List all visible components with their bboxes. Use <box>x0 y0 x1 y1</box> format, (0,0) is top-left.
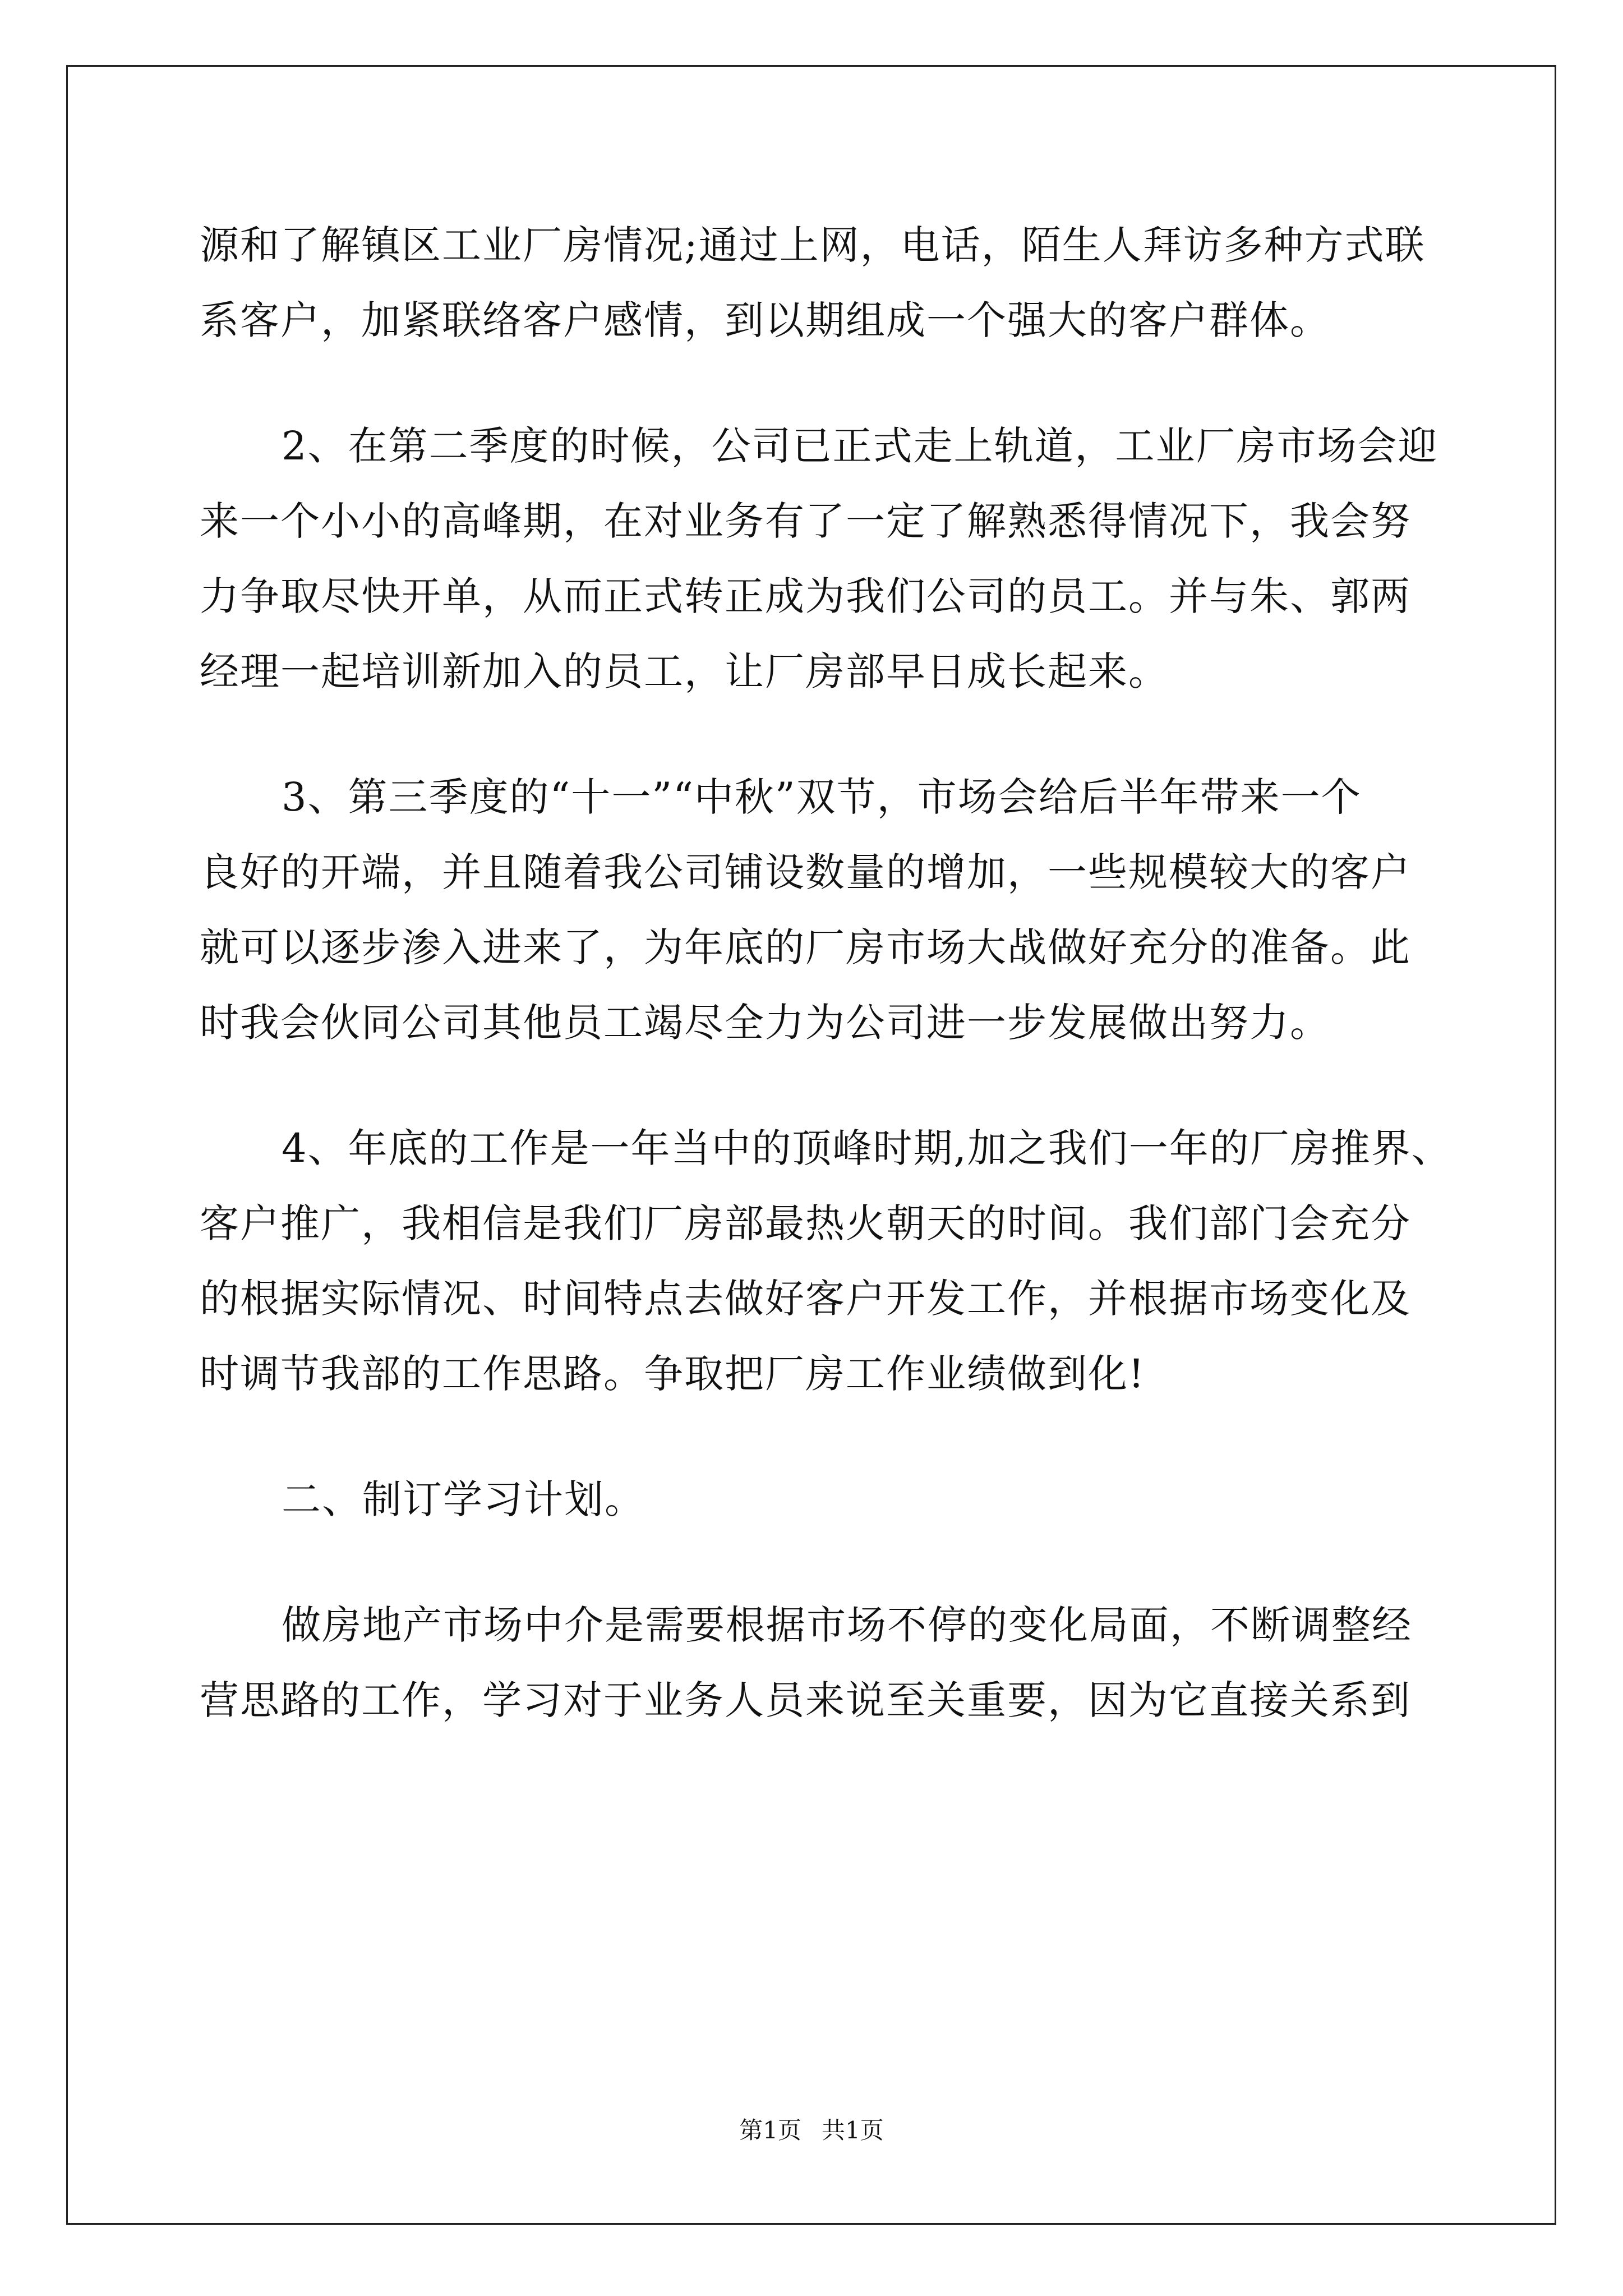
document-body <box>200 208 1452 1738</box>
text-line: 力争取尽快开单，从而正式转正成为我们公司的员工。并与朱、郭两 <box>200 573 1411 619</box>
paragraph-6 <box>200 1588 1428 1738</box>
section-heading <box>200 1462 1428 1537</box>
paragraph-3 <box>200 760 1428 1060</box>
text-line: 2、在第二季度的时候，公司已正式走上轨道，工业厂房市场会迎 <box>282 423 1438 469</box>
page-footer <box>0 2114 1623 2147</box>
page-number: 第1页 <box>739 2116 801 2144</box>
text-line: 营思路的工作，学习对于业务人员来说至关重要，因为它直接关系到 <box>200 1677 1411 1723</box>
paragraph-4 <box>200 1111 1452 1411</box>
text-line: 系客户，加紧联络客户感情，到以期组成一个强大的客户群体。 <box>200 297 1330 343</box>
text-line: 良好的开端，并且随着我公司铺设数量的增加，一些规模较大的客户 <box>200 849 1411 895</box>
total-pages: 共1页 <box>822 2116 884 2144</box>
paragraph-2 <box>200 408 1438 709</box>
text-line: 源和了解镇区工业厂房情况;通过上网，电话，陌生人拜访多种方式联 <box>200 222 1426 268</box>
heading-line: 二、制订学习计划。 <box>282 1476 645 1522</box>
text-line: 的根据实际情况、时间特点去做好客户开发工作，并根据市场变化及 <box>200 1276 1411 1322</box>
text-line: 3、第三季度的“十一”“中秋”双节，市场会给后半年带来一个 <box>282 774 1362 820</box>
text-line: 时调节我部的工作思路。争取把厂房工作业绩做到化! <box>200 1351 1146 1397</box>
text-line: 经理一起培训新加入的员工，让厂房部早日成长起来。 <box>200 648 1169 694</box>
text-line: 时我会伙同公司其他员工竭尽全力为公司进一步发展做出努力。 <box>200 1000 1330 1046</box>
text-line: 来一个小小的高峰期，在对业务有了一定了解熟悉得情况下，我会努 <box>200 498 1411 544</box>
text-line: 做房地产市场中介是需要根据市场不停的变化局面，不断调整经 <box>282 1602 1412 1648</box>
text-line: 4、年底的工作是一年当中的顶峰时期,加之我们一年的厂房推界、 <box>282 1125 1452 1171</box>
text-line: 客户推广，我相信是我们厂房部最热火朝天的时间。我们部门会充分 <box>200 1200 1411 1246</box>
paragraph-1 <box>200 208 1428 358</box>
text-line: 就可以逐步渗入进来了，为年底的厂房市场大战做好充分的准备。此 <box>200 924 1411 970</box>
